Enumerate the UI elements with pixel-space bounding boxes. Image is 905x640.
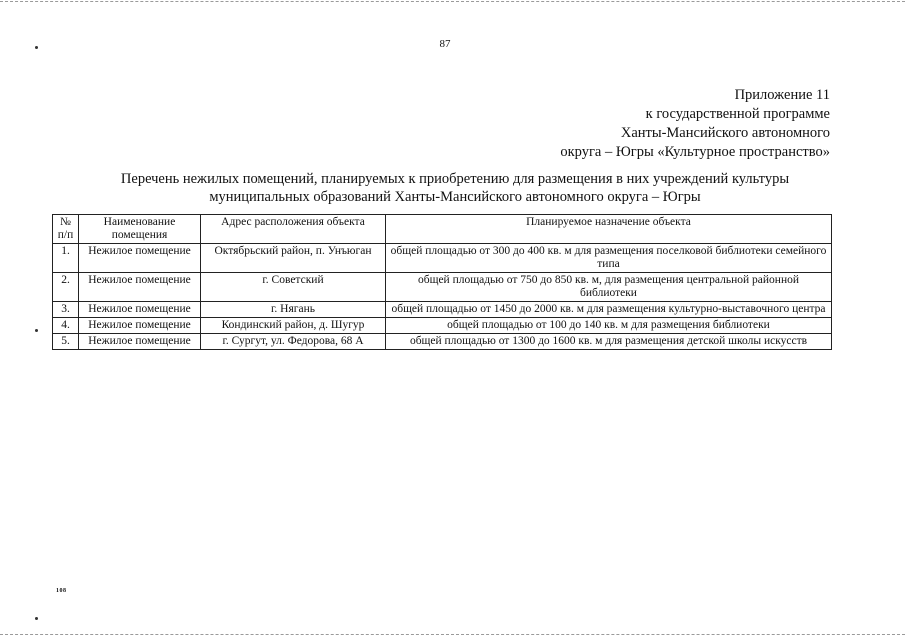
- appendix-line: округа – Югры «Культурное пространство»: [560, 144, 830, 160]
- scan-edge-top: [0, 1, 905, 2]
- page-number: 87: [439, 38, 451, 50]
- page-stamp: 108: [56, 588, 67, 594]
- scan-mark: [35, 617, 38, 620]
- cell-purpose: общей площадью от 100 до 140 кв. м для размещения библиотеки: [386, 318, 832, 334]
- header-purpose: Планируемое назначение объекта: [386, 215, 832, 244]
- table-row: [53, 334, 832, 350]
- scan-mark: [35, 46, 38, 49]
- premises-table: [52, 214, 832, 350]
- title-line: муниципальных образований Ханты-Мансийского автономного округа – Югры: [209, 189, 701, 205]
- appendix-line: Приложение 11: [734, 87, 830, 103]
- cell-name: Нежилое помещение: [79, 244, 201, 273]
- appendix-line: Ханты-Мансийского автономного: [620, 125, 830, 141]
- table-row: [53, 318, 832, 334]
- cell-no: 5.: [53, 334, 79, 350]
- cell-no: 1.: [53, 244, 79, 273]
- cell-address: г. Сургут, ул. Федорова, 68 А: [201, 334, 386, 350]
- cell-address: Октябрьский район, п. Унъюган: [201, 244, 386, 273]
- cell-no: 4.: [53, 318, 79, 334]
- cell-no: 2.: [53, 273, 79, 302]
- cell-address: г. Нягань: [201, 302, 386, 318]
- cell-no: 3.: [53, 302, 79, 318]
- table-row: [53, 273, 832, 302]
- header-name: Наименование помещения: [79, 215, 201, 244]
- cell-name: Нежилое помещение: [79, 273, 201, 302]
- cell-address: Кондинский район, д. Шугур: [201, 318, 386, 334]
- cell-purpose: общей площадью от 1450 до 2000 кв. м для размещения культурно-выставочного центра: [386, 302, 832, 318]
- scan-mark: [35, 329, 38, 332]
- scan-edge-bottom: [0, 634, 905, 635]
- header-address: Адрес расположения объекта: [201, 215, 386, 244]
- cell-name: Нежилое помещение: [79, 318, 201, 334]
- appendix-header: [560, 86, 830, 162]
- table-header-row: [53, 215, 832, 244]
- appendix-line: к государственной программе: [645, 106, 830, 122]
- cell-address: г. Советский: [201, 273, 386, 302]
- table-row: [53, 244, 832, 273]
- cell-name: Нежилое помещение: [79, 334, 201, 350]
- cell-purpose: общей площадью от 1300 до 1600 кв. м для размещения детской школы искусств: [386, 334, 832, 350]
- cell-purpose: общей площадью от 300 до 400 кв. м для размещения поселковой библиотеки семейного типа: [386, 244, 832, 273]
- document-title: [60, 170, 850, 206]
- title-line: Перечень нежилых помещений, планируемых к приобретению для размещения в них учреждений культуры: [120, 171, 790, 187]
- table-row: [53, 302, 832, 318]
- header-no: № п/п: [53, 215, 79, 244]
- cell-name: Нежилое помещение: [79, 302, 201, 318]
- cell-purpose: общей площадью от 750 до 850 кв. м, для размещения центральной районной библиотеки: [386, 273, 832, 302]
